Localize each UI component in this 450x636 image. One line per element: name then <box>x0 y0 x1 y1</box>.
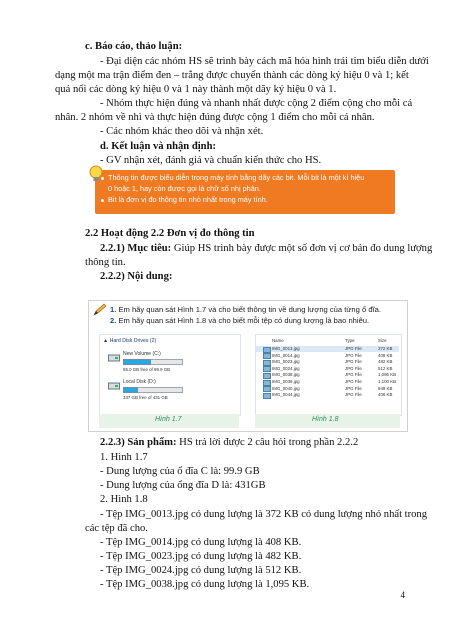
activity-heading: 2.2 Hoạt động 2.2 Đơn vị đo thông tin <box>85 228 255 239</box>
question-number: 1. <box>110 305 117 314</box>
file-type: JPG File <box>345 379 362 384</box>
file-size: 1,100 KB <box>378 379 397 384</box>
image-file-icon <box>263 373 271 379</box>
file-size: 372 KB <box>378 346 393 351</box>
text-line: - Đại diện các nhóm HS sẽ trình bày cách mã hóa hình trái tim biểu diễn dưới <box>100 56 429 67</box>
file-name: IMG_0039.jpg <box>272 379 300 384</box>
question-1 <box>110 305 381 314</box>
file-type: JPG File <box>345 352 362 358</box>
info-line: 0 hoặc 1, hay còn được gọi là chữ số nhị phân. <box>108 184 261 193</box>
drive-d-free: 337 GB free of 431 GB <box>123 395 168 400</box>
image-file-icon <box>263 360 271 366</box>
text-line: - Dung lượng của ổ đĩa C là: 99.9 GB <box>100 466 260 477</box>
text-line: các tệp đã cho. <box>85 523 148 534</box>
drives-header: ▲ Hard Disk Drives (2) <box>103 338 157 344</box>
drive-d-bar-fill <box>123 387 138 393</box>
figure-caption-left: Hình 1.7 <box>155 416 182 423</box>
drive-d-icon <box>108 381 120 391</box>
goal-label: 2.2.1) Mục tiêu: <box>100 243 172 254</box>
lightbulb-icon <box>89 165 103 183</box>
text-line: quả nối các dòng ký hiệu 0 và 1 này thành một dãy ký hiệu 0 và 1. <box>55 84 337 95</box>
file-name: IMG_0024.jpg <box>272 365 300 371</box>
goal-line <box>100 242 432 256</box>
file-row[interactable] <box>256 346 399 352</box>
info-line: Thông tin được biểu diễn trong máy tính bằng dãy các bit. Mỗi bit là một kí hiệu <box>108 173 365 182</box>
file-type: JPG File <box>345 372 362 378</box>
file-name: IMG_0014.jpg <box>272 352 300 358</box>
content-label: 2.2.2) Nội dung: <box>100 271 173 282</box>
file-row[interactable] <box>256 359 399 365</box>
column-header-size[interactable]: Size <box>378 338 387 343</box>
section-d-heading: d. Kết luận và nhận định: <box>100 141 216 152</box>
file-name: IMG_0040.jpg <box>272 385 300 391</box>
drive-c-free: 55.0 GB free of 99.9 GB <box>123 367 171 372</box>
file-type: JPG File <box>345 346 362 351</box>
goal-text: Giúp HS trình bày được một số đơn vị cơ bản đo dung lượng <box>171 243 433 254</box>
image-file-icon <box>263 386 271 392</box>
question-text: Em hãy quan sát Hình 1.7 và cho biết thông tin về dung lượng của từng ổ đĩa. <box>116 305 381 314</box>
bullet-dot <box>101 199 104 202</box>
file-size: 949 KB <box>378 385 393 391</box>
text-line: nhân. 2 nhóm về nhì và thực hiện đúng được cộng 1 điểm cho mỗi cá nhân. <box>55 112 375 123</box>
column-header-name[interactable]: Name <box>272 338 284 343</box>
product-text: HS trả lời được 2 câu hỏi trong phần 2.2.2 <box>176 437 359 448</box>
file-name: IMG_0023.jpg <box>272 359 300 365</box>
text-line: - Tệp IMG_0038.jpg có dung lượng là 1,095 KB. <box>100 579 310 590</box>
text-line: - Tệp IMG_0024.jpg có dung lượng là 512 KB. <box>100 565 302 576</box>
drive-c-name[interactable]: New Volume (C:) <box>123 351 161 357</box>
file-row[interactable] <box>256 353 399 359</box>
image-file-icon <box>263 353 271 359</box>
file-type: JPG File <box>345 392 362 398</box>
file-row[interactable] <box>256 366 399 372</box>
file-name: IMG_0013.jpg <box>272 346 300 351</box>
text-line: - GV nhận xét, đánh giá và chuẩn kiến thức cho HS. <box>100 155 322 166</box>
page-number: 4 <box>400 590 405 600</box>
file-name: IMG_0044.jpg <box>272 392 300 398</box>
file-type: JPG File <box>345 365 362 371</box>
info-line: Bit là đơn vị đo thông tin nhỏ nhất trong máy tính. <box>108 195 268 204</box>
file-name: IMG_0038.jpg <box>272 372 300 378</box>
file-row[interactable] <box>256 392 399 398</box>
question-number: 2. <box>110 316 117 325</box>
file-type: JPG File <box>345 359 362 365</box>
drive-c-bar-fill <box>123 359 151 365</box>
file-row[interactable] <box>256 386 399 392</box>
file-type: JPG File <box>345 385 362 391</box>
text-line: - Tệp IMG_0013.jpg có dung lượng là 372 KB có dung lượng nhỏ nhất trong <box>100 509 428 520</box>
drives-panel <box>99 334 241 416</box>
text-line: dạng một ma trận điểm đen – trắng được chuyển thành các dòng ký hiệu 0 và 1; kết <box>55 70 409 81</box>
file-size: 408 KB <box>378 352 393 358</box>
product-label: 2.2.3) Sản phẩm: <box>100 437 177 448</box>
text-line: - Dung lượng của ổng đĩa D là: 431GB <box>100 480 266 491</box>
image-file-icon <box>263 366 271 372</box>
file-size: 1,095 KB <box>378 372 397 378</box>
product-line <box>100 436 358 450</box>
text-line: thông tin. <box>85 257 126 268</box>
section-c-heading: c. Báo cáo, thảo luận: <box>85 41 183 52</box>
text-line: - Tệp IMG_0014.jpg có dung lượng là 408 KB. <box>100 537 302 548</box>
image-file-icon <box>263 380 271 386</box>
file-size: 512 KB <box>378 365 393 371</box>
pencil-icon <box>92 303 108 317</box>
image-file-icon <box>263 393 271 399</box>
bullet-dot <box>101 177 104 180</box>
figure-caption-right: Hình 1.8 <box>312 416 339 423</box>
text-line: 2. Hình 1.8 <box>100 494 148 505</box>
file-row[interactable] <box>256 379 399 385</box>
image-file-icon <box>263 347 271 353</box>
column-header-type[interactable]: Type <box>345 338 355 343</box>
question-text: Em hãy quan sát Hình 1.8 và cho biết mỗi tệp có dung lượng là bao nhiêu. <box>116 316 370 325</box>
drive-c-icon <box>108 353 120 363</box>
file-size: 406 KB <box>378 392 393 398</box>
file-size: 482 KB <box>378 359 393 365</box>
text-line: - Các nhóm khác theo dõi và nhận xét. <box>100 126 264 137</box>
text-line: - Tệp IMG_0023.jpg có dung lượng là 482 KB. <box>100 551 302 562</box>
file-row[interactable] <box>256 372 399 378</box>
text-line: - Nhóm thực hiện đúng và nhanh nhất được cộng 2 điểm cộng cho mỗi cá <box>100 98 413 109</box>
question-2 <box>110 316 369 325</box>
drive-d-name[interactable]: Local Disk (D:) <box>123 379 156 385</box>
text-line: 1. Hình 1.7 <box>100 452 148 463</box>
